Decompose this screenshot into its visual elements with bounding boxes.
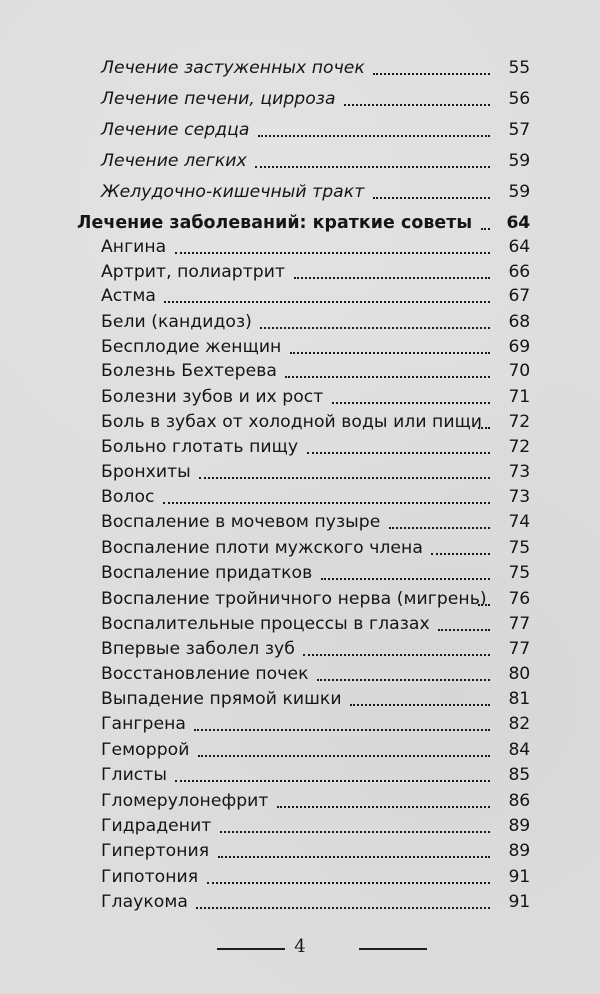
toc-page-number: 74 bbox=[508, 512, 530, 532]
toc-leader-dots bbox=[196, 907, 490, 909]
toc-page-number: 71 bbox=[508, 387, 530, 407]
toc-entry-title: Воспаление плоти мужского члена bbox=[101, 538, 423, 558]
toc-leader-dots bbox=[290, 352, 490, 354]
toc-leader-dots bbox=[373, 197, 490, 199]
toc-leader-dots bbox=[389, 527, 490, 529]
toc-page-number: 64 bbox=[506, 213, 530, 233]
toc-entry bbox=[0, 612, 600, 636]
toc-leader-dots bbox=[207, 882, 490, 884]
toc-page-number: 59 bbox=[508, 182, 530, 202]
toc-entry bbox=[0, 738, 600, 762]
toc-entry-title: Глисты bbox=[101, 765, 167, 785]
toc-entry bbox=[0, 485, 600, 509]
toc-leader-dots bbox=[218, 856, 490, 858]
toc-entry-title: Гидраденит bbox=[101, 816, 212, 836]
toc-entry bbox=[0, 814, 600, 838]
toc-page-number: 57 bbox=[508, 120, 530, 140]
toc-page-number: 89 bbox=[508, 841, 530, 861]
toc-entry-title: Боль в зубах от холодной воды или пищи bbox=[101, 412, 483, 432]
toc-page-number: 80 bbox=[508, 664, 530, 684]
toc-page-number: 72 bbox=[508, 412, 530, 432]
toc-entry bbox=[0, 335, 600, 359]
toc-entry-title: Лечение заболеваний: краткие советы bbox=[77, 213, 473, 233]
toc-page-number: 77 bbox=[508, 639, 530, 659]
footer-right-rule bbox=[359, 948, 427, 950]
toc-entry bbox=[0, 118, 600, 142]
toc-page-number: 64 bbox=[508, 237, 530, 257]
toc-leader-dots bbox=[198, 755, 490, 757]
toc-leader-dots bbox=[258, 135, 490, 137]
toc-page-number: 68 bbox=[508, 312, 530, 332]
toc-leader-dots bbox=[220, 831, 490, 833]
toc-leader-dots bbox=[260, 327, 490, 329]
toc-entry-title: Лечение легких bbox=[101, 151, 247, 171]
toc-entry-title: Волос bbox=[101, 487, 155, 507]
toc-entry bbox=[0, 87, 600, 111]
toc-entry bbox=[0, 359, 600, 383]
toc-entry-title: Восстановление почек bbox=[101, 664, 309, 684]
toc-entry-title: Выпадение прямой кишки bbox=[101, 689, 342, 709]
toc-page-number: 91 bbox=[508, 867, 530, 887]
toc-page-number: 55 bbox=[508, 58, 530, 78]
toc-leader-dots bbox=[164, 301, 490, 303]
toc-entry-title: Воспалительные процессы в глазах bbox=[101, 614, 430, 634]
toc-entry-title: Лечение сердца bbox=[101, 120, 250, 140]
toc-page-number: 75 bbox=[508, 563, 530, 583]
toc-page-number: 73 bbox=[508, 487, 530, 507]
toc-page-number: 59 bbox=[508, 151, 530, 171]
toc-leader-dots bbox=[373, 73, 490, 75]
toc-entry-title: Лечение печени, цирроза bbox=[101, 89, 336, 109]
toc-leader-dots bbox=[332, 402, 490, 404]
toc-leader-dots bbox=[285, 376, 490, 378]
toc-page-number: 75 bbox=[508, 538, 530, 558]
toc-entry bbox=[0, 662, 600, 686]
toc-entry bbox=[0, 763, 600, 787]
toc-page-number: 56 bbox=[508, 89, 530, 109]
toc-entry bbox=[0, 687, 600, 711]
toc-page-number: 81 bbox=[508, 689, 530, 709]
toc-entry-title: Гипотония bbox=[101, 867, 199, 887]
toc-leader-dots bbox=[163, 502, 490, 504]
footer-left-rule bbox=[217, 948, 285, 950]
toc-entry-title: Бронхиты bbox=[101, 462, 191, 482]
toc-leader-dots bbox=[431, 553, 490, 555]
toc-page-number: 67 bbox=[508, 286, 530, 306]
toc-leader-dots bbox=[294, 277, 490, 279]
toc-page-number: 85 bbox=[508, 765, 530, 785]
toc-entry bbox=[0, 510, 600, 534]
toc-page-number: 73 bbox=[508, 462, 530, 482]
toc-entry-title: Воспаление тройничного нерва (мигрень) bbox=[101, 589, 487, 609]
toc-page-number: 86 bbox=[508, 791, 530, 811]
toc-leader-dots bbox=[350, 704, 490, 706]
toc-entry-title: Гангрена bbox=[101, 714, 186, 734]
toc-entry-title: Воспаление придатков bbox=[101, 563, 313, 583]
toc-entry bbox=[0, 536, 600, 560]
toc-page-number: 89 bbox=[508, 816, 530, 836]
toc-entry-title: Астма bbox=[101, 286, 156, 306]
toc-page-number: 70 bbox=[508, 361, 530, 381]
toc-page-number: 76 bbox=[508, 589, 530, 609]
toc-entry-title: Воспаление в мочевом пузыре bbox=[101, 512, 381, 532]
toc-entry bbox=[0, 865, 600, 889]
toc-entry-title: Болезни зубов и их рост bbox=[101, 387, 324, 407]
toc-entry bbox=[0, 561, 600, 585]
toc-entry-title: Гломерулонефрит bbox=[101, 791, 269, 811]
toc-leader-dots bbox=[344, 104, 490, 106]
toc-entry-title: Бели (кандидоз) bbox=[101, 312, 252, 332]
toc-leader-dots bbox=[175, 780, 490, 782]
page-number: 4 bbox=[294, 936, 306, 957]
toc-entry bbox=[0, 460, 600, 484]
toc-entry bbox=[0, 284, 600, 308]
toc-entry bbox=[0, 385, 600, 409]
toc-entry bbox=[0, 56, 600, 80]
toc-page-number: 82 bbox=[508, 714, 530, 734]
toc-leader-dots bbox=[438, 629, 490, 631]
toc-page-number: 77 bbox=[508, 614, 530, 634]
toc-entry bbox=[0, 410, 600, 434]
toc-leader-dots bbox=[255, 166, 490, 168]
toc-entry-title: Бесплодие женщин bbox=[101, 337, 282, 357]
toc-leader-dots bbox=[303, 654, 490, 656]
toc-entry-title: Желудочно-кишечный тракт bbox=[101, 182, 365, 202]
toc-entry-title: Геморрой bbox=[101, 740, 190, 760]
toc-entry-title: Больно глотать пищу bbox=[101, 437, 299, 457]
toc-page-number: 84 bbox=[508, 740, 530, 760]
toc-entry bbox=[0, 235, 600, 259]
toc-entry-title: Болезнь Бехтерева bbox=[101, 361, 277, 381]
toc-section-heading bbox=[0, 211, 600, 235]
toc-leader-dots bbox=[321, 578, 490, 580]
toc-entry bbox=[0, 712, 600, 736]
toc-entry bbox=[0, 149, 600, 173]
toc-entry bbox=[0, 260, 600, 284]
toc-leader-dots bbox=[481, 228, 490, 230]
toc-entry bbox=[0, 180, 600, 204]
toc-leader-dots bbox=[307, 452, 490, 454]
toc-entry-title: Впервые заболел зуб bbox=[101, 639, 295, 659]
toc-entry bbox=[0, 435, 600, 459]
toc-entry bbox=[0, 310, 600, 334]
toc-entry-title: Гипертония bbox=[101, 841, 210, 861]
toc-leader-dots bbox=[199, 477, 490, 479]
toc-entry-title: Ангина bbox=[101, 237, 167, 257]
toc-entry-title: Глаукома bbox=[101, 892, 188, 912]
toc-entry bbox=[0, 839, 600, 863]
toc-entry bbox=[0, 587, 600, 611]
toc-entry-title: Артрит, полиартрит bbox=[101, 262, 286, 282]
toc-leader-dots bbox=[317, 679, 490, 681]
toc-entry bbox=[0, 637, 600, 661]
toc-entry bbox=[0, 890, 600, 914]
toc-page-number: 69 bbox=[508, 337, 530, 357]
toc-page-number: 91 bbox=[508, 892, 530, 912]
toc-page-number: 72 bbox=[508, 437, 530, 457]
toc-entry bbox=[0, 789, 600, 813]
toc-page-number: 66 bbox=[508, 262, 530, 282]
toc-leader-dots bbox=[194, 729, 490, 731]
toc-entry-title: Лечение застуженных почек bbox=[101, 58, 365, 78]
toc-leader-dots bbox=[277, 806, 490, 808]
toc-leader-dots bbox=[175, 252, 490, 254]
